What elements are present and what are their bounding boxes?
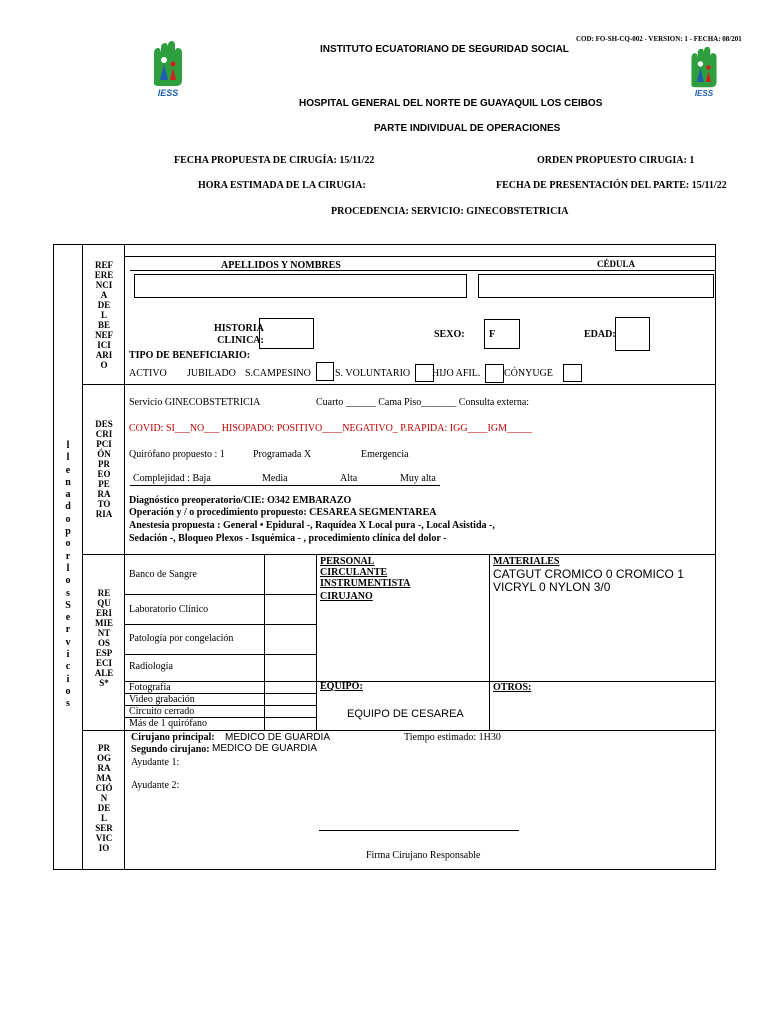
sexo-label: SEXO: [434,329,465,340]
orden-propuesto: ORDEN PROPUESTO CIRUGIA: 1 [537,155,695,166]
req-item: Radiología [129,661,173,672]
conyuge-option: CÓNYUGE [504,368,553,379]
tiempo-estimado: Tiempo estimado: 1H30 [404,732,501,743]
req-item: Video grabación [129,694,195,705]
firma-label: Firma Cirujano Responsable [366,850,481,861]
section-programacion-label: PR OG RA MA CIÓ N DE L SER VIC IO [95,743,113,853]
cirujano-principal-value: MEDICO DE GUARDIA [225,732,331,743]
anestesia-text: Anestesia propuesta : General • Epidural -, Raquídea X Local pura -, Local Asistida -, [129,520,495,531]
row-divider [124,594,316,595]
operacion-text: Operación y / o procedimiento propuesto: CESAREA SEGMENTAREA [129,507,437,518]
equipo-value: EQUIPO DE CESAREA [347,708,464,720]
row-divider [82,730,716,731]
iess-logo-left [146,40,190,98]
muy-alta-text: Muy alta [400,473,436,484]
tipo-beneficiario-label: TIPO DE BENEFICIARIO: [129,350,251,361]
servicio-text: Servicio GINECOBSTETRICIA [129,397,261,408]
row-divider [124,624,316,625]
equipo-label: EQUIPO: [320,681,363,692]
cirujano-label: CIRUJANO [320,591,373,602]
row-divider [124,256,716,257]
otros-label: OTROS: [493,682,532,693]
hijo-option: HIJO AFIL. [432,368,481,379]
signature-line [319,830,519,831]
campesino-option: S.CAMPESINO [245,368,311,379]
segundo-cirujano-value: MEDICO DE GUARDIA [212,743,318,754]
activo-option: ACTIVO [129,368,167,379]
complejidad-text: Complejidad : Baja [133,473,211,484]
sexo-value: F [489,329,496,340]
col-divider [489,554,490,730]
iess-logo-icon [682,46,726,98]
req-item: Fotografía [129,682,171,693]
materiales-value: CATGUT CROMICO 0 CROMICO 1 VICRYL 0 NYLON 3/0 [493,567,684,594]
voluntario-option: S. VOLUNTARIO [335,368,411,379]
segundo-cirujano-label: Segundo cirujano: [131,744,210,755]
campesino-checkbox[interactable] [316,362,334,381]
iess-logo-icon [146,40,190,98]
sexo-field[interactable] [484,319,520,349]
cedula-field[interactable] [478,274,714,298]
logo-text: IESS [157,88,179,98]
col-divider [316,554,317,730]
institute-title: INSTITUTO ECUATORIANO DE SEGURIDAD SOCIAL [320,44,569,55]
row-divider [130,270,716,271]
media-text: Media [262,473,288,484]
left-column-label: l l e n a d o p o r l o s S e r v i c i o s [65,440,71,710]
apellidos-field[interactable] [134,274,467,298]
fecha-propuesta: FECHA PROPUESTA DE CIRUGÍA: 15/11/22 [174,155,375,166]
req-item: Laboratorio Clínico [129,604,209,615]
diagnostico-text: Diagnóstico preoperatorio/CIE: O342 EMBARAZO [129,495,352,506]
iess-logo-right [682,46,726,98]
ayudante1-label: Ayudante 1: [131,757,180,768]
edad-field[interactable] [615,317,650,351]
quirofano-text: Quirófano propuesto : 1 [129,449,225,460]
alta-text: Alta [340,473,358,484]
form-title: PARTE INDIVIDUAL DE OPERACIONES [374,123,561,134]
logo-text: IESS [694,89,714,98]
sedacion-text: Sedación -, Bloqueo Plexos - Isquémica - , procedimiento clínica del dolor - [129,533,447,544]
cirujano-principal-label: Cirujano principal: [131,732,215,743]
personal-label: PERSONAL CIRCULANTE INSTRUMENTISTA [320,556,411,589]
fecha-presentacion: FECHA DE PRESENTACIÓN DEL PARTE: 15/11/22 [496,180,727,191]
underline [130,485,440,486]
cuarto-text: Cuarto ______ Cama Piso_______ Consulta externa: [316,397,530,408]
req-item: Banco de Sangre [129,569,197,580]
req-item: Más de 1 quirófano [129,718,208,729]
jubilado-option: JUBILADO [187,368,236,379]
col-divider [82,244,83,870]
edad-label: EDAD: [584,329,616,340]
hospital-title: HOSPITAL GENERAL DEL NORTE DE GUAYAQUIL LOS CEIBOS [299,98,603,109]
ayudante2-label: Ayudante 2: [131,780,180,791]
row-divider [82,384,716,385]
historia-label: HISTORIA CLINICA: [214,323,264,346]
row-divider [82,554,716,555]
hora-estimada: HORA ESTIMADA DE LA CIRUGIA: [198,180,366,191]
req-item: Circuito cerrado [129,706,195,717]
apellidos-label: APELLIDOS Y NOMBRES [221,260,341,271]
covid-text: COVID: SI___NO___ HISOPADO: POSITIVO____NEGATIVO_ P.RAPIDA: IGG____IGM_____ [129,423,532,434]
document-code: COD: FO-SH-CQ-002 - VERSION: 1 - FECHA: 08/201 [576,35,742,43]
row-divider [124,654,316,655]
programada-text: Programada X [253,449,312,460]
section-referencia-label: REF ERE NCI A DE L BE NEF ICI ARI O [94,260,114,370]
hijo-checkbox[interactable] [485,364,504,383]
section-descripcion-label: DES CRI PCI ÓN PR EO PE RA TO RIA [95,419,113,519]
row-divider [124,681,716,682]
col-divider [124,244,125,870]
historia-field[interactable] [259,318,314,349]
emergencia-text: Emergencia [361,449,409,460]
conyuge-checkbox[interactable] [563,364,582,382]
materiales-label: MATERIALES [493,556,560,567]
cedula-label: CÉDULA [597,259,636,269]
procedencia: PROCEDENCIA: SERVICIO: GINECOBSTETRICIA [331,206,569,217]
req-item: Patología por congelación [129,633,234,644]
col-divider [264,554,265,730]
section-requerimientos-label: RE QU ERI MIE NT OS ESP ECI ALE S* [94,588,114,688]
